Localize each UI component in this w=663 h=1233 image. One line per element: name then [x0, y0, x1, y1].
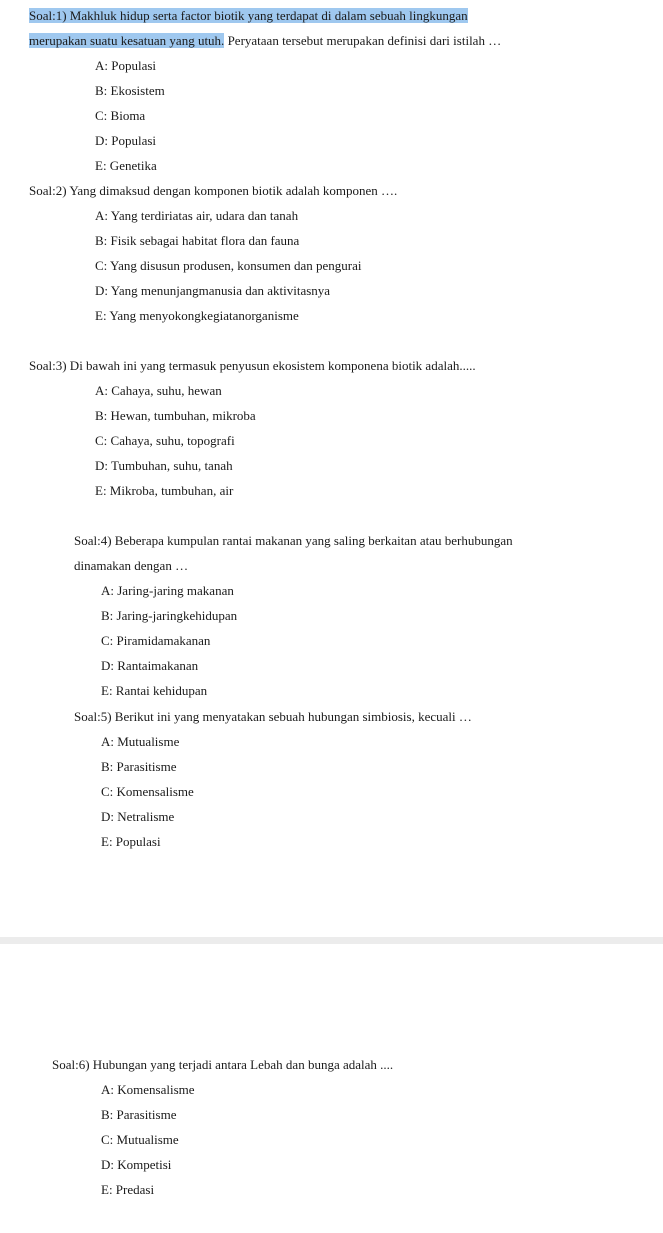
q1-question-line2 [29, 32, 501, 50]
q2-option-b: B: Fisik sebagai habitat flora dan fauna [95, 233, 300, 248]
q3-option-d: D: Tumbuhan, suhu, tanah [95, 458, 233, 473]
q3-question: Soal:3) Di bawah ini yang termasuk penyusun ekosistem komponena biotik adalah..... [29, 358, 476, 373]
q2-option-a: A: Yang terdiriatas air, udara dan tanah [95, 208, 299, 223]
q6-option-a: A: Komensalisme [101, 1082, 195, 1097]
q4-option-e: E: Rantai kehidupan [101, 683, 208, 698]
q1-option-c: C: Bioma [95, 108, 146, 123]
q3-option-e: E: Mikroba, tumbuhan, air [95, 483, 234, 498]
q1-option-b: B: Ekosistem [95, 83, 165, 98]
q5-option-b: B: Parasitisme [101, 759, 177, 774]
q4-option-d: D: Rantaimakanan [101, 658, 199, 673]
q5-option-d: D: Netralisme [101, 809, 175, 824]
page-separator [0, 937, 663, 944]
q5-question: Soal:5) Berikut ini yang menyatakan sebuah hubungan simbiosis, kecuali … [74, 709, 472, 724]
q1-option-a: A: Populasi [95, 58, 157, 73]
q5-option-c: C: Komensalisme [101, 784, 194, 799]
q5-option-a: A: Mutualisme [101, 734, 180, 749]
q4-option-c: C: Piramidamakanan [101, 633, 211, 648]
q2-option-c: C: Yang disusun produsen, konsumen dan pengurai [95, 258, 362, 273]
q1-question-rest: Peryataan tersebut merupakan definisi dari istilah … [224, 33, 502, 48]
q6-option-e: E: Predasi [101, 1182, 155, 1197]
q4-option-a: A: Jaring-jaring makanan [101, 583, 234, 598]
q6-question: Soal:6) Hubungan yang terjadi antara Lebah dan bunga adalah .... [52, 1057, 394, 1072]
q1-highlighted-text: Soal:1) Makhluk hidup serta factor biotik yang terdapat di dalam sebuah lingkungan [29, 8, 468, 23]
q4-question-line1: Soal:4) Beberapa kumpulan rantai makanan yang saling berkaitan atau berhubungan [74, 533, 513, 548]
q6-option-b: B: Parasitisme [101, 1107, 177, 1122]
q1-option-e: E: Genetika [95, 158, 157, 173]
q5-option-e: E: Populasi [101, 834, 161, 849]
q1-highlighted-text-2: merupakan suatu kesatuan yang utuh. [29, 33, 225, 48]
q6-option-d: D: Kompetisi [101, 1157, 172, 1172]
q1-option-d: D: Populasi [95, 133, 157, 148]
q6-option-c: C: Mutualisme [101, 1132, 179, 1147]
q3-option-a: A: Cahaya, suhu, hewan [95, 383, 222, 398]
q4-question-line2: dinamakan dengan … [74, 558, 189, 573]
q4-option-b: B: Jaring-jaringkehidupan [101, 608, 238, 623]
q1-question-line1 [29, 7, 468, 25]
q2-option-d: D: Yang menunjangmanusia dan aktivitasnya [95, 283, 331, 298]
q2-option-e: E: Yang menyokongkegiatanorganisme [95, 308, 299, 323]
q3-option-c: C: Cahaya, suhu, topografi [95, 433, 235, 448]
q3-option-b: B: Hewan, tumbuhan, mikroba [95, 408, 256, 423]
q2-question: Soal:2) Yang dimaksud dengan komponen biotik adalah komponen …. [29, 183, 398, 198]
